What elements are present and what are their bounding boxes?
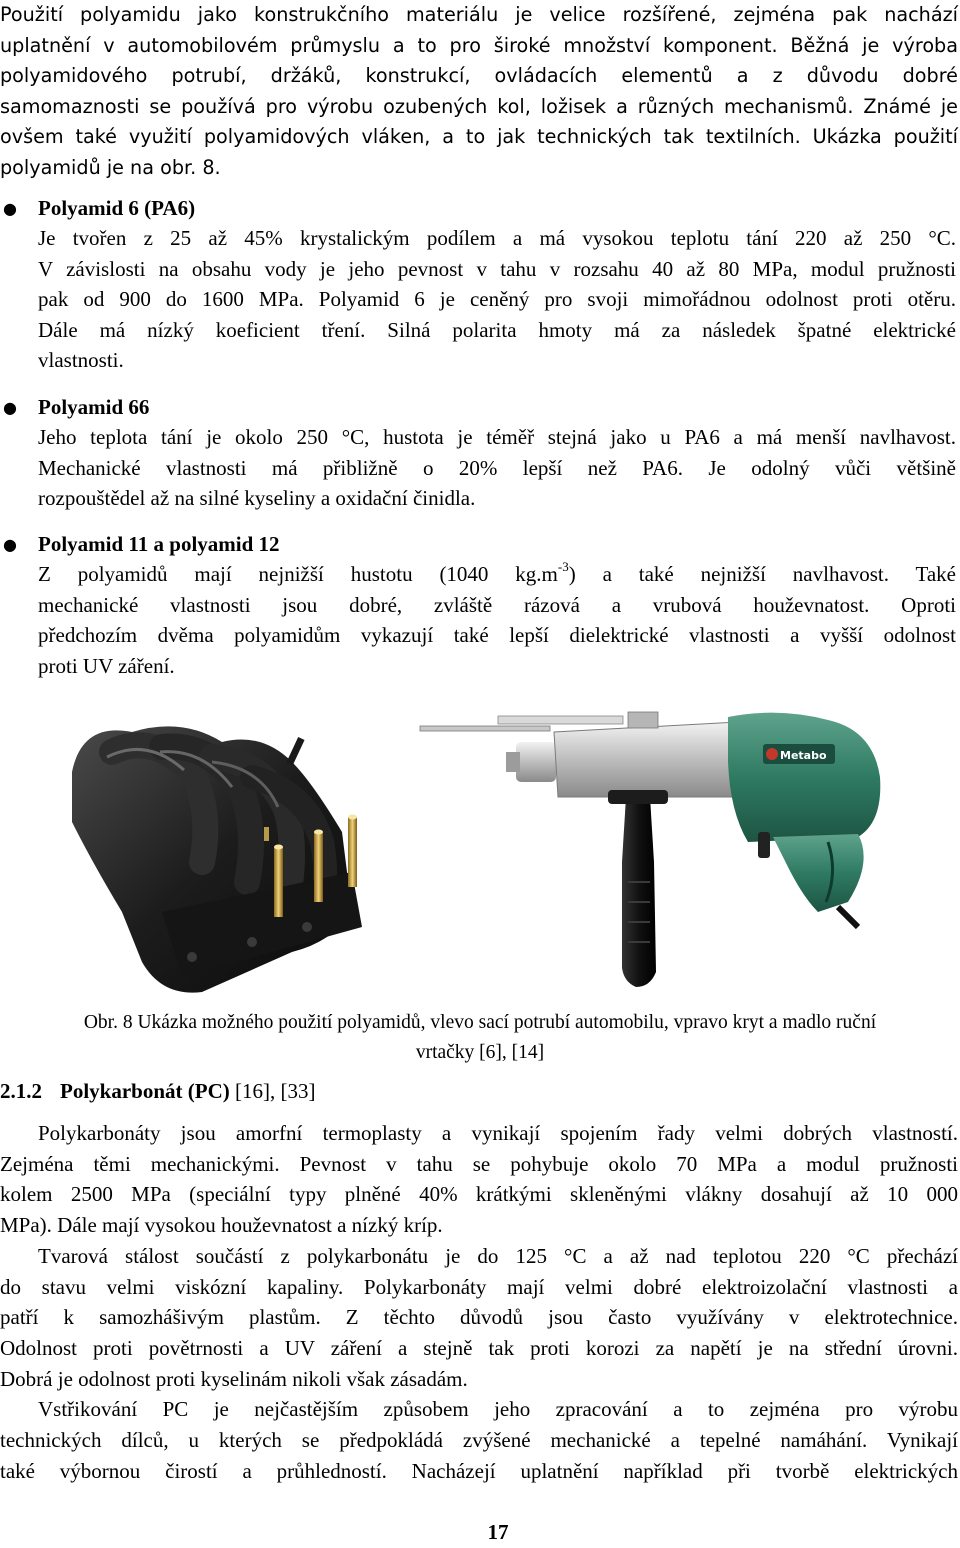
text-line: Polykarbonáty jsou amorfní termoplasty a vynikají spojením řady velmi dobrých vlastností. (38, 1121, 958, 1145)
text-fragment: ) a také nejnižší navlhavost. Také (568, 562, 957, 586)
bullet-title: Polyamid 11 a polyamid 12 (38, 532, 280, 556)
text-line: uplatnění v automobilovém průmyslu a to pro široké množství komponent. Běžná je výroba (0, 33, 958, 57)
intro-paragraph (0, 0, 958, 183)
intake-manifold-illustration (52, 712, 408, 1002)
drill-image (418, 702, 890, 992)
drill-illustration (418, 702, 890, 992)
text-line: Vstřikování PC je nejčastějším způsobem jeho zpracování a to zejména pro výrobu (38, 1397, 958, 1422)
text-line: Mechanické vlastnosti má přibližně o 20% lepší než PA6. Je odolný vůči většině (38, 455, 956, 480)
bullet-icon: ● (3, 398, 17, 417)
text-line: Zejména těmi mechanickými. Pevnost v tahu se pohybuje okolo 70 MPa a modul pružnosti (0, 1151, 958, 1176)
bullet-body (38, 559, 956, 681)
text-line: vlastnosti. (38, 348, 124, 372)
bullet-item-pa66 (0, 392, 960, 512)
bullet-body (38, 223, 956, 376)
caption-line: Obr. 8 Ukázka možného použití polyamidů, vlevo sací potrubí automobilu, vpravo kryt a madlo ruční (83, 1012, 877, 1033)
text-line: Tvarová stálost součástí z polykarbonátu je do 125 °C a až nad teplotou 220 °C přechází (38, 1243, 958, 1268)
text-line: kolem 2500 MPa (speciální typy plněné 40% krátkými skleněnými vlákny dosahují až 10 000 (0, 1182, 958, 1207)
bullet-title: Polyamid 66 (38, 395, 150, 419)
text-line: Je tvořen z 25 až 45% krystalickým podílem a má vysokou teplotu tání 220 až 250 °C. (38, 226, 956, 250)
text-line: proti UV záření. (38, 653, 175, 678)
text-line: Použití polyamidu jako konstrukčního materiálu je velice rozšířené, zejména pak nachází (0, 3, 958, 26)
text-line: MPa). Dále mají vysokou houževnatost a nízký kríp. (0, 1213, 443, 1238)
section-heading (0, 1076, 315, 1106)
text-line (38, 559, 956, 590)
text-line: rozpouštědel až na silné kyseliny a oxidační činidla. (38, 486, 476, 510)
page-number: 17 (487, 1520, 509, 1544)
bullet-title: Polyamid 6 (PA6) (38, 196, 196, 220)
section-title: Polykarbonát (PC) (60, 1079, 230, 1103)
bullet-icon: ● (3, 199, 17, 218)
superscript: -3 (557, 559, 569, 574)
text-fragment: Z polyamidů mají nejnižší hustotu (1040 kg.m (38, 562, 558, 586)
text-line: ovšem také využití polyamidových vláken, a to jak technických tak textilních. Ukázka použití (0, 125, 958, 148)
text-line: Jeho teplota tání je okolo 250 °C, hustota je téměř stejná jako u PA6 a má menší navlhavost. (38, 425, 956, 449)
bullet-item-pa6 (0, 193, 960, 372)
figure-caption (0, 1008, 960, 1068)
text-line: také výbornou čirostí a průhledností. Nacházejí uplatnění například při tvorbě elektrických (0, 1458, 958, 1483)
text-line: polyamidů je na obr. 8. (0, 155, 221, 179)
text-line: technických dílců, u kterých se předpokládá zvýšené mechanické a tepelné namáhání. Vynikají (0, 1428, 958, 1453)
intake-manifold-image (52, 712, 408, 1002)
text-line: patří k samozhášivým plastům. Z těchto důvodů jsou často využívány v elektrotechnice. (0, 1305, 958, 1330)
text-line: mechanické vlastnosti jsou dobré, zvláště rázová a vrubová houževnatost. Oproti (38, 592, 956, 617)
text-line: Odolnost proti povětrnosti a UV záření a stejně tak proti korozi za napětí je na střední úrovni. (0, 1335, 958, 1360)
text-line: V závislosti na obsahu vody je jeho pevnost v tahu v rozsahu 40 až 80 MPa, modul pružnosti (38, 256, 956, 281)
bullet-body (38, 422, 956, 514)
text-line: Dobrá je odolnost proti kyselinám nikoli však zásadám. (0, 1366, 468, 1391)
bullet-icon: ● (3, 535, 17, 554)
drill-brand-label: Metabo (780, 749, 827, 762)
text-line: polyamidového potrubí, držáků, konstrukcí, ovládacích elementů a z důvodu dobré (0, 64, 958, 87)
text-line: předchozím dvěma polyamidům vykazují také lepší dielektrické vlastnosti a vyšší odolnost (38, 623, 956, 647)
text-line: do stavu velmi viskózní kapaliny. Polykarbonáty mají velmi dobré elektroizolační vlastnosti a (0, 1274, 958, 1299)
text-line: samomaznosti se používá pro výrobu ozubených kol, ložisek a různých mechanismů. Známé je (0, 94, 958, 118)
section-number: 2.1.2 (0, 1079, 42, 1103)
bullet-item-pa11-pa12 (0, 529, 960, 679)
polycarbonate-text (0, 1118, 958, 1486)
text-line: pak od 900 do 1600 MPa. Polyamid 6 je ceněný pro svoji mimořádnou odolnost proti otěru. (38, 287, 956, 311)
caption-line: vrtačky [6], [14] (415, 1042, 545, 1063)
section-references: [16], [33] (229, 1079, 316, 1103)
text-line: Dále má nízký koeficient tření. Silná polarita hmoty má za následek špatné elektrické (38, 317, 956, 342)
